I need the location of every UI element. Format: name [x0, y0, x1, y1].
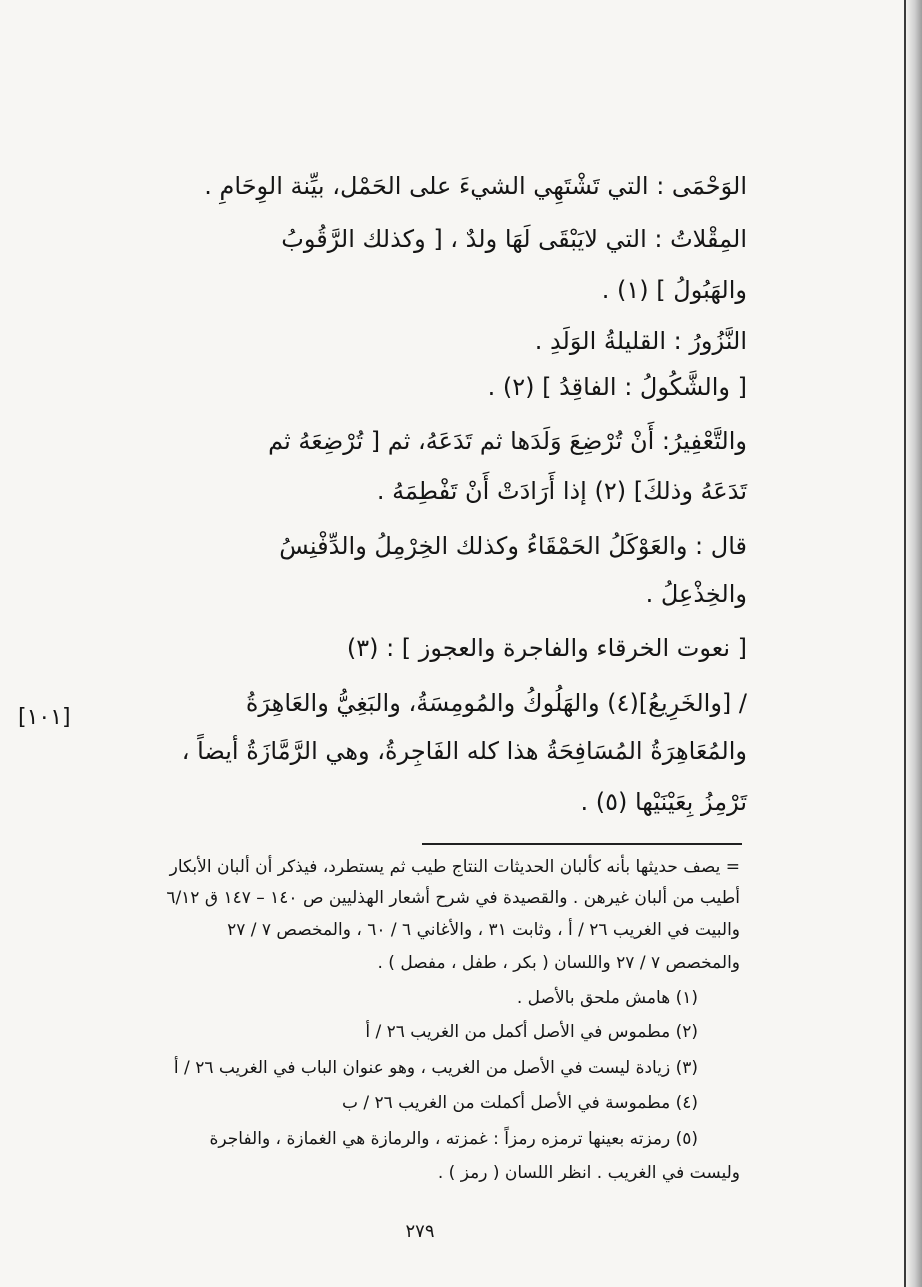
main-text-line-3: والهَبُولُ ] (١) . — [601, 276, 747, 304]
footnote-continuation-line-2: أطيب من ألبان غيرهن . والقصيدة في شرح أشعار الهذليين ص ١٤٠ – ١٤٧ ق ٦/١٢ — [166, 888, 740, 908]
footnote-3: (٣) زيادة ليست في الأصل من الغريب ، وهو عنوان الباب في الغريب ٢٦ / أ — [173, 1058, 698, 1078]
main-text-line-13: تَرْمِزُ بِعَيْنَيْها (٥) . — [580, 788, 747, 816]
main-text-line-5: [ والشَّكُولُ : الفاقِدُ ] (٢) . — [487, 373, 747, 401]
main-text-line-1: الوَحْمَى : التي تَشْتَهِي الشيءَ على الحَمْل، بيِّنة الوِحَامِ . — [204, 172, 747, 200]
footnote-5: (٥) رمزته بعينها ترمزه رمزاً : غمزته ، والرمازة هي الغمازة ، والفاجرة — [209, 1129, 698, 1149]
page-gutter-line — [904, 0, 906, 1287]
folio-margin-marker: [١٠١] — [18, 705, 71, 730]
main-text-line-7: تَدَعَهُ وذلكَ] (٢) إذا أَرَادَتْ أَنْ تَفْطِمَهُ . — [376, 477, 747, 505]
main-text-line-8: قال : والعَوْكَلُ الحَمْقَاءُ وكذلك الخِرْمِلُ والدِّفْنِسُ — [279, 532, 747, 560]
footnote-1: (١) هامش ملحق بالأصل . — [516, 988, 698, 1008]
footnote-5-continuation: وليست في الغريب . انظر اللسان ( رمز ) . — [437, 1163, 740, 1183]
main-text-line-12: والمُعَاهِرَةُ المُسَافِحَةُ هذا كله الفَاجِرةُ، وهي الرَّمَّازَةُ أيضاً ، — [181, 737, 747, 765]
main-text-line-2: المِقْلاتُ : التي لايَبْقَى لَهَا ولدٌ ، [ وكذلك الرَّقُوبُ — [281, 225, 747, 253]
book-spine-edge — [906, 0, 922, 1287]
footnote-4: (٤) مطموسة في الأصل أكملت من الغريب ٢٦ / ب — [341, 1093, 698, 1113]
main-text-line-9: والخِذْعِلُ . — [645, 580, 747, 608]
main-text-line-4: النَّزُورُ : القليلةُ الوَلَدِ . — [534, 327, 747, 355]
footnote-continuation-line-3: والبيت في الغريب ٢٦ / أ ، وثابت ٣١ ، والأغاني ٦ / ٦٠ ، والمخصص ٧ / ٢٧ — [227, 920, 740, 940]
main-text-line-11: / [والخَرِيعُ](٤) والهَلُوكُ والمُومِسَةُ، والبَغِيُّ والعَاهِرَةُ — [245, 689, 747, 717]
main-text-line-6: والتَّعْفِيرُ: أَنْ تُرْضِعَ وَلَدَها ثم تَدَعَهُ، ثم [ تُرْضِعَهُ ثم — [268, 427, 747, 455]
footnote-continuation-line-4: والمخصص ٧ / ٢٧ واللسان ( بكر ، طفل ، مفصل ) . — [377, 953, 740, 973]
footnote-2: (٢) مطموس في الأصل أكمل من الغريب ٢٦ / أ — [365, 1022, 698, 1042]
footnote-separator-rule — [422, 843, 742, 845]
section-heading: [ نعوت الخرقاء والفاجرة والعجوز ] : (٣) — [346, 634, 747, 662]
footnote-continuation-line-1: = يصف حديثها بأنه كألبان الحديثات النتاج طيب ثم يستطرد، فيذكر أن ألبان الأبكار — [169, 857, 740, 877]
page-number: ٢٧٩ — [405, 1221, 435, 1242]
